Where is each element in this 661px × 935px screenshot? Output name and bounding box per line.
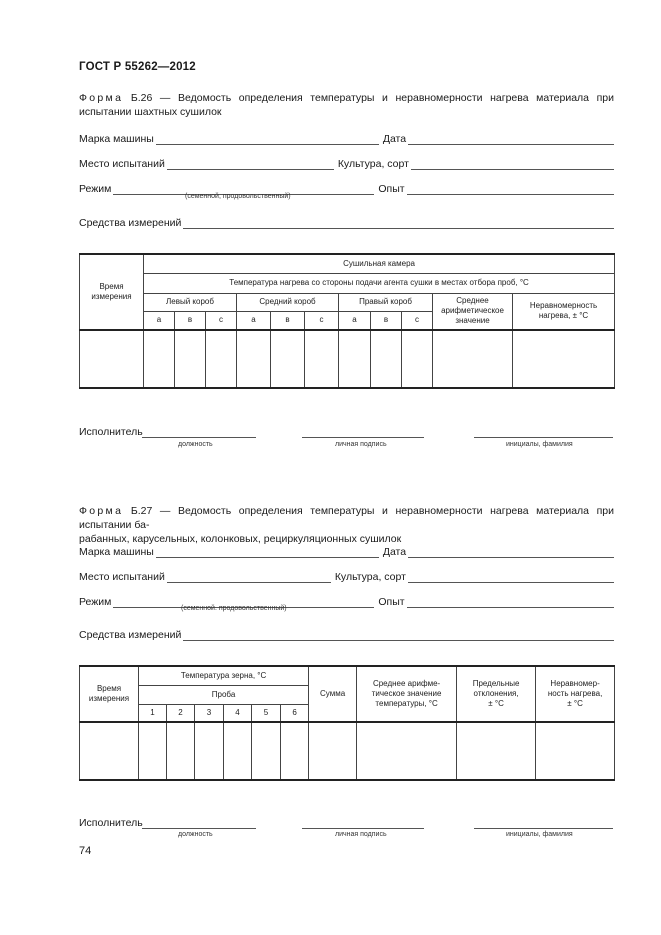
- time-header: Время измерения: [80, 254, 144, 330]
- temp-header: Температура нагрева со стороны подачи агента сушки в местах отбора проб, °С: [144, 273, 615, 293]
- sample-number: 3: [195, 704, 224, 722]
- mode-label: Режим: [79, 183, 112, 195]
- signature-field[interactable]: [302, 436, 424, 438]
- sample-number: 1: [139, 704, 167, 722]
- mean-header-line: температуры, °С: [375, 699, 438, 708]
- middle-box-header: Средний короб: [237, 293, 339, 311]
- table-cell[interactable]: [252, 722, 281, 780]
- form-26-machine-row: [79, 129, 614, 145]
- right-box-header: Правый короб: [339, 293, 433, 311]
- sample-number: 6: [281, 704, 309, 722]
- chamber-header: Сушильная камера: [144, 254, 615, 273]
- form-27-table: [79, 665, 615, 781]
- table-row: [80, 330, 615, 388]
- date-label: Дата: [382, 133, 407, 145]
- form-27-title-line1: Б.27 — Ведомость определения температуры и неравномерности нагрева материала при испытании ба-: [79, 505, 614, 531]
- table-cell[interactable]: [237, 330, 271, 388]
- place-label: Место испытаний: [79, 571, 165, 583]
- culture-field[interactable]: [408, 571, 614, 583]
- uneven-header: Неравномерность нагрева, ± °С: [513, 293, 615, 330]
- position-field[interactable]: [142, 827, 256, 829]
- sub-header: с: [206, 311, 237, 330]
- form-26-title: [79, 91, 614, 119]
- form-word: Форма: [79, 505, 124, 517]
- table-cell[interactable]: [357, 722, 457, 780]
- place-field[interactable]: [167, 571, 331, 583]
- culture-field[interactable]: [411, 158, 614, 170]
- deviation-header-line: Предельные: [472, 679, 520, 688]
- table-row: [80, 722, 615, 780]
- place-field[interactable]: [167, 158, 334, 170]
- position-hint: должность: [178, 831, 213, 838]
- machine-field[interactable]: [156, 133, 379, 145]
- signature-field[interactable]: [302, 827, 424, 829]
- sub-header: а: [144, 311, 175, 330]
- position-field[interactable]: [142, 436, 256, 438]
- table-cell[interactable]: [195, 722, 224, 780]
- form-27-title-line2: рабанных, карусельных, колонковых, рециркуляционных сушилок: [79, 533, 402, 545]
- table-cell[interactable]: [80, 330, 144, 388]
- left-box-header: Левый короб: [144, 293, 237, 311]
- signature-hint: личная подпись: [335, 441, 387, 448]
- table-cell[interactable]: [305, 330, 339, 388]
- sub-header: в: [371, 311, 402, 330]
- table-cell[interactable]: [167, 722, 195, 780]
- table-cell[interactable]: [339, 330, 371, 388]
- sub-header: а: [339, 311, 371, 330]
- table-cell[interactable]: [457, 722, 536, 780]
- document-standard-header: ГОСТ Р 55262—2012: [79, 61, 196, 73]
- date-field[interactable]: [408, 133, 614, 145]
- form-27-machine-row: [79, 542, 614, 558]
- sub-header: с: [305, 311, 339, 330]
- mode-label: Режим: [79, 596, 112, 608]
- unevenness-header: [536, 666, 615, 722]
- instruments-label: Средства измерений: [79, 629, 182, 641]
- mode-hint: (семенной, продовольственный): [185, 193, 291, 200]
- place-label: Место испытаний: [79, 158, 165, 170]
- form-26-table: [79, 253, 615, 389]
- sample-number: 5: [252, 704, 281, 722]
- executor-label: Исполнитель: [79, 817, 143, 829]
- table-cell[interactable]: [536, 722, 615, 780]
- table-cell[interactable]: [433, 330, 513, 388]
- time-header: Время измерения: [80, 666, 139, 722]
- sample-number: 4: [224, 704, 252, 722]
- unevenness-header-line: Неравномер-: [550, 679, 600, 688]
- form-27-place-row: [79, 567, 614, 583]
- mean-header-line: Среднее арифме-: [372, 679, 441, 688]
- name-hint: инициалы, фамилия: [506, 831, 573, 838]
- machine-field[interactable]: [156, 546, 379, 558]
- executor-label: Исполнитель: [79, 426, 143, 438]
- name-field[interactable]: [474, 827, 613, 829]
- table-cell[interactable]: [224, 722, 252, 780]
- form-word: Форма: [79, 92, 124, 104]
- machine-label: Марка машины: [79, 133, 154, 145]
- sample-header: Проба: [139, 685, 309, 704]
- form-27-mode-row: [79, 592, 614, 608]
- page-number: 74: [79, 845, 92, 857]
- experiment-label: Опыт: [378, 596, 405, 608]
- table-cell[interactable]: [139, 722, 167, 780]
- mean-header: [357, 666, 457, 722]
- sub-header: в: [271, 311, 305, 330]
- experiment-field[interactable]: [407, 596, 614, 608]
- form-27-title: [79, 504, 614, 546]
- form-26-mode-row: [79, 179, 614, 195]
- form-26-place-row: [79, 154, 614, 170]
- table-cell[interactable]: [402, 330, 433, 388]
- position-hint: должность: [178, 441, 213, 448]
- table-cell[interactable]: [206, 330, 237, 388]
- table-cell[interactable]: [281, 722, 309, 780]
- table-cell[interactable]: [513, 330, 615, 388]
- table-cell[interactable]: [309, 722, 357, 780]
- culture-label: Культура, сорт: [337, 158, 409, 170]
- table-cell[interactable]: [175, 330, 206, 388]
- machine-label: Марка машины: [79, 546, 154, 558]
- instruments-field[interactable]: [183, 217, 614, 229]
- sample-number: 2: [167, 704, 195, 722]
- mean-header: Среднее арифметическое значение: [433, 293, 513, 330]
- form-26-instruments-row: [79, 213, 614, 229]
- table-cell[interactable]: [144, 330, 175, 388]
- table-cell[interactable]: [271, 330, 305, 388]
- instruments-field[interactable]: [183, 629, 614, 641]
- form-26-title-text: Б.26 — Ведомость определения температуры и неравномерности нагрева материала при испытании шахтных сушилок: [79, 92, 614, 118]
- mean-header-line: тическое значение: [371, 689, 442, 698]
- sub-header: а: [237, 311, 271, 330]
- mode-hint: (семенной. продовольственный): [181, 605, 287, 612]
- date-label: Дата: [382, 546, 407, 558]
- form-27-instruments-row: [79, 625, 614, 641]
- deviation-header-line: ± °С: [488, 699, 504, 708]
- sub-header: с: [402, 311, 433, 330]
- unevenness-header-line: ± °С: [567, 699, 583, 708]
- grain-temp-header: Температура зерна, °С: [139, 666, 309, 685]
- date-field[interactable]: [408, 546, 614, 558]
- name-field[interactable]: [474, 436, 613, 438]
- table-cell[interactable]: [371, 330, 402, 388]
- sub-header: в: [175, 311, 206, 330]
- unevenness-header-line: ность нагрева,: [547, 689, 603, 698]
- table-cell[interactable]: [80, 722, 139, 780]
- culture-label: Культура, сорт: [334, 571, 406, 583]
- instruments-label: Средства измерений: [79, 217, 182, 229]
- name-hint: инициалы, фамилия: [506, 441, 573, 448]
- sum-header: Сумма: [309, 666, 357, 722]
- experiment-field[interactable]: [407, 183, 614, 195]
- signature-hint: личная подпись: [335, 831, 387, 838]
- deviation-header: [457, 666, 536, 722]
- deviation-header-line: отклонения,: [473, 689, 519, 698]
- experiment-label: Опыт: [378, 183, 405, 195]
